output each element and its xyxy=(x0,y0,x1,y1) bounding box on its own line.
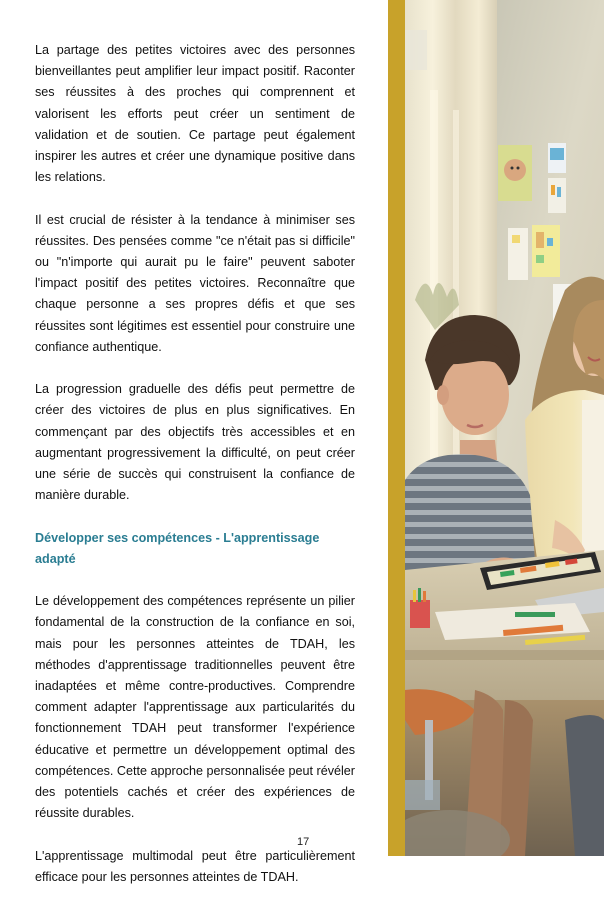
page-number: 17 xyxy=(297,836,310,848)
section-heading: Développer ses compétences - L'apprentissage adapté xyxy=(35,530,320,566)
illustration-photo xyxy=(405,0,604,856)
paragraph: Il est crucial de résister à la tendance à minimiser ses réussites. Des pensées comme "ce n'était pas si difficile" ou "n'importe qui aurait pu le faire" peuvent saboter l'impact positif des petites victoires. Reconnaître que chaque personne a ses propres défis et que ses réussites sont légitimes est essentiel pour construire une confiance authentique. xyxy=(35,212,355,354)
paragraph: La progression graduelle des défis peut permettre de créer des victoires de plus en plus significatives. En commençant par des objectifs très accessibles et en augmentant progressivement la difficulté, on peut créer une série de succès qui construisent la confiance de manière durable. xyxy=(35,382,355,503)
paragraph: Le développement des compétences représente un pilier fondamental de la construction de la confiance en soi, mais pour les personnes atteintes de TDAH, les méthodes d'apprentissage traditionnelles peuvent être inadaptées et même contre-productives. Comprendre comment adapter l'apprentissage aux particularités du fonctionnement TDAH peut transformer l'expérience éducative et permettre un développement optimal des compétences. Cette approche personnalisée peut révéler des potentiels cachés et créer des expériences de réussite durables. xyxy=(35,594,355,821)
accent-bar xyxy=(388,0,405,856)
text-column xyxy=(35,40,355,909)
paragraph: L'apprentissage multimodal peut être particulièrement efficace pour les personnes atteintes de TDAH. xyxy=(35,848,355,884)
paragraph: La partage des petites victoires avec des personnes bienveillantes peut amplifier leur impact positif. Raconter ses réussites à des proches qui comprennent et valorisent les efforts peut créer un sentiment de validation et de soutien. Ce partage peut également inspirer les autres et créer une dynamique positive dans les relations. xyxy=(35,43,355,185)
